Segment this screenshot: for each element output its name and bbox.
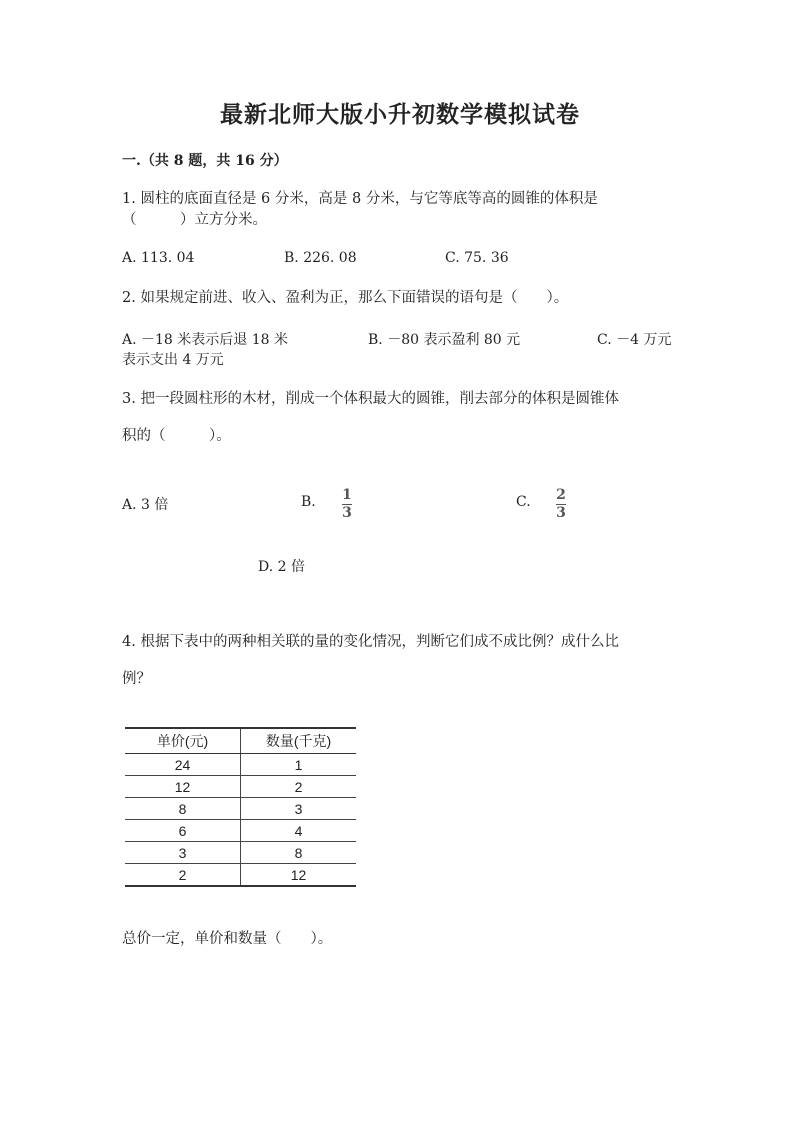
- table-cell-price: 12: [125, 776, 241, 798]
- table-cell-price: 24: [125, 754, 241, 776]
- table-row: [125, 754, 356, 776]
- question-1-text-cont: （ ）立方分米。: [122, 212, 267, 228]
- table-cell-price: 6: [125, 820, 241, 842]
- table-row: [125, 820, 356, 842]
- table-cell-price: 8: [125, 798, 241, 820]
- question-4-text: 4. 根据下表中的两种相关联的量的变化情况，判断它们成不成比例？成什么比: [122, 634, 619, 650]
- table-header-unit-price: 单价(元): [125, 728, 241, 754]
- table-cell-quantity: 8: [241, 842, 357, 864]
- question-3-option-d: D. 2 倍: [258, 559, 305, 575]
- question-3-option-a: A. 3 倍: [122, 497, 169, 513]
- table-row: [125, 798, 356, 820]
- question-1-option-c: C. 75. 36: [445, 250, 509, 266]
- fraction-numerator: 1: [342, 487, 352, 503]
- fraction-denominator: 3: [342, 505, 352, 521]
- table-row: [125, 842, 356, 864]
- table-row: [125, 776, 356, 798]
- question-3-text-cont: 积的（ ）。: [122, 428, 231, 444]
- section-heading: 一.（共 8 题，共 16 分）: [122, 153, 288, 169]
- question-1-option-a: A. 113. 04: [122, 250, 195, 266]
- question-3-option-c: C.: [516, 494, 531, 510]
- table-cell-quantity: 2: [241, 776, 357, 798]
- table-header-row: [125, 728, 356, 754]
- table-cell-price: 2: [125, 864, 241, 887]
- question-3-text: 3. 把一段圆柱形的木材，削成一个体积最大的圆锥，削去部分的体积是圆锥体: [122, 391, 619, 407]
- table-cell-price: 3: [125, 842, 241, 864]
- question-3-option-b: B.: [301, 494, 316, 510]
- question-2-option-c-cont: 表示支出 4 万元: [122, 352, 224, 368]
- question-1-text: 1. 圆柱的底面直径是 6 分米，高是 8 分米，与它等底等高的圆锥的体积是: [122, 191, 598, 207]
- table-cell-quantity: 3: [241, 798, 357, 820]
- page-title: 最新北师大版小升初数学模拟试卷: [220, 101, 580, 128]
- question-2-option-a: A. －18 米表示后退 18 米: [122, 332, 288, 348]
- question-3-option-b-fraction: [342, 488, 352, 521]
- question-3-option-c-fraction: [556, 488, 566, 521]
- question-2-option-b: B. －80 表示盈利 80 元: [368, 332, 521, 348]
- fraction-numerator: 2: [556, 487, 566, 503]
- question-1-option-b: B. 226. 08: [284, 250, 357, 266]
- table-cell-quantity: 12: [241, 864, 357, 887]
- question-2-option-c: C. －4 万元: [597, 332, 672, 348]
- table-header-quantity: 数量(千克): [241, 728, 357, 754]
- price-quantity-table: [125, 727, 356, 887]
- question-4-text-cont: 例？: [122, 671, 151, 687]
- table-row: [125, 864, 356, 887]
- table-cell-quantity: 4: [241, 820, 357, 842]
- table-cell-quantity: 1: [241, 754, 357, 776]
- question-4-followup: 总价一定，单价和数量（ ）。: [122, 931, 333, 947]
- fraction-denominator: 3: [556, 505, 566, 521]
- question-2-text: 2. 如果规定前进、收入、盈利为正，那么下面错误的语句是（ ）。: [122, 290, 569, 306]
